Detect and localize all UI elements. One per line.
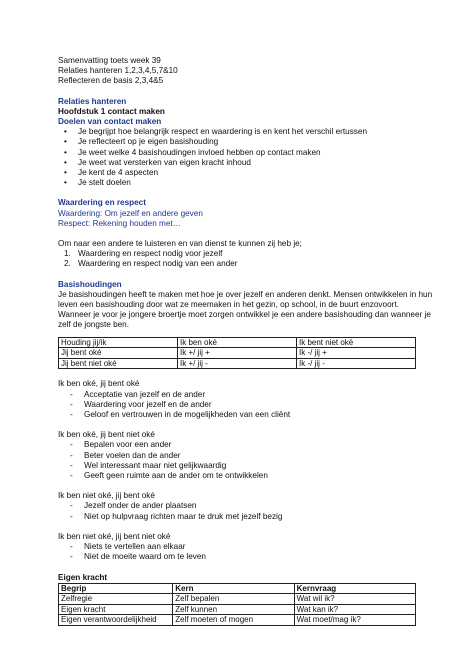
- eigen-title: Eigen kracht: [58, 572, 108, 582]
- list-item: [58, 259, 434, 269]
- header-line: Reflecteren de basis 2,3,4&5: [58, 76, 164, 86]
- respect-line: Waardering: Om jezelf en andere geven: [58, 208, 203, 218]
- block-title: Ik ben niet oké, jij bent niet oké: [58, 531, 171, 541]
- table-cell: Begrip: [59, 583, 173, 594]
- table-row: [59, 348, 416, 359]
- chapter-title: Hoofdstuk 1 contact maken: [58, 106, 165, 116]
- listen-intro: Om naar een andere te luisteren en van dienst te kunnen zij heb je;: [58, 239, 302, 249]
- eigen-kracht-table: [58, 583, 416, 626]
- table-cell: Wat moet/mag ik?: [294, 615, 415, 626]
- section-title: Relaties hanteren: [58, 96, 127, 106]
- list-item: • Je begrijpt hoe belangrijk respect en waardering is en kent het verschil ertussen: [58, 127, 434, 137]
- table-cell: Wat wil ik?: [294, 594, 415, 605]
- list-number: 1.: [64, 249, 71, 259]
- block-list: [58, 501, 434, 521]
- table-cell: Eigen verantwoordelijkheid: [59, 615, 173, 626]
- list-item: • Je weet wat versterken van eigen kracht inhoud: [58, 158, 434, 168]
- goals-title: Doelen van contact maken: [58, 117, 162, 127]
- list-item: - Niet de moeite waard om te leven: [58, 552, 434, 562]
- table-header-row: [59, 337, 416, 348]
- table-row: [59, 594, 416, 605]
- list-item: [58, 249, 434, 259]
- block-list: [58, 390, 434, 421]
- header-lines: [58, 56, 434, 87]
- list-text: Waardering en respect nodig van een ander: [78, 259, 238, 269]
- houding-table: [58, 337, 416, 370]
- header-line: Samenvatting toets week 39: [58, 56, 161, 65]
- table-cell: Kernvraag: [294, 583, 415, 594]
- goals-list: [58, 127, 434, 188]
- basis-paragraph: Je basishoudingen heeft te maken met hoe je over jezelf en anderen denkt. Mensen ontwikkelen in hun leven een basishouding door wat ze meemaken in het gezin, op school, in de buurt enzovoort. Wanneer je voor je jongere broertje moet zorgen ontwikkel je een andere basishouding dan wanneer je zelf de jongste ben.: [58, 289, 433, 330]
- list-text: Waardering en respect nodig voor jezelf: [78, 249, 223, 259]
- list-item: - Beter voelen dan de ander: [58, 451, 434, 461]
- table-cell: Ik -/ jij -: [297, 358, 416, 369]
- list-item: • Je kent de 4 aspecten: [58, 168, 434, 178]
- list-item: - Niet op hulpvraag richten maar te druk met jezelf bezig: [58, 512, 434, 522]
- table-cell: Ik bent niet oké: [297, 337, 416, 348]
- table-cell: Wat kan ik?: [294, 604, 415, 615]
- table-cell: Zelf kunnen: [173, 604, 294, 615]
- list-item: - Acceptatie van jezelf en de ander: [58, 390, 434, 400]
- list-item: - Jezelf onder de ander plaatsen: [58, 501, 434, 511]
- table-cell: Zelfregie: [59, 594, 173, 605]
- table-cell: Eigen kracht: [59, 604, 173, 615]
- table-cell: Ik +/ jij +: [178, 348, 297, 359]
- table-cell: Ik -/ jij +: [297, 348, 416, 359]
- list-number: 2.: [64, 259, 71, 269]
- respect-line: Respect: Rekening houden met…: [58, 218, 181, 228]
- table-cell: Zelf moeten of mogen: [173, 615, 294, 626]
- list-item: - Waardering voor jezelf en de ander: [58, 400, 434, 410]
- table-row: [59, 358, 416, 369]
- table-cell: Jij bent niet oké: [59, 358, 178, 369]
- table-cell: Ik +/ jij -: [178, 358, 297, 369]
- table-cell: Kern: [173, 583, 294, 594]
- header-line: Relaties hanteren 1,2,3,4,5,7&10: [58, 66, 178, 76]
- list-item: - Niets te vertellen aan elkaar: [58, 542, 434, 552]
- table-row: [59, 615, 416, 626]
- block-title: Ik ben oké, jij bent oké: [58, 379, 140, 389]
- table-cell: Houding jij/ik: [59, 337, 178, 348]
- block-list: [58, 440, 434, 481]
- block-title: Ik ben niet oké, jij bent oké: [58, 491, 155, 501]
- table-cell: Zelf bepalen: [173, 594, 294, 605]
- basis-title: Basishoudingen: [58, 279, 122, 289]
- block-list: [58, 542, 434, 562]
- list-item: - Wel interessant maar niet gelijkwaardig: [58, 461, 434, 471]
- table-header-row: [59, 583, 416, 594]
- table-cell: Ik ben oké: [178, 337, 297, 348]
- list-item: • Je stelt doelen: [58, 178, 434, 188]
- table-cell: Jij bent oké: [59, 348, 178, 359]
- list-item: • Je reflecteert op je eigen basishouding: [58, 137, 434, 147]
- respect-title: Waardering en respect: [58, 198, 146, 208]
- table-row: [59, 604, 416, 615]
- list-item: - Geeft geen ruimte aan de ander om te ontwikkelen: [58, 471, 434, 481]
- list-item: - Bepalen voor een ander: [58, 440, 434, 450]
- document-page: [58, 56, 434, 626]
- list-item: - Geloof en vertrouwen in de mogelijkheden van een cliënt: [58, 410, 434, 420]
- block-title: Ik ben oké, jij bent niet oké: [58, 430, 155, 440]
- listen-list: [58, 249, 434, 269]
- list-item: • Je weet welke 4 basishoudingen invloed hebben op contact maken: [58, 148, 434, 158]
